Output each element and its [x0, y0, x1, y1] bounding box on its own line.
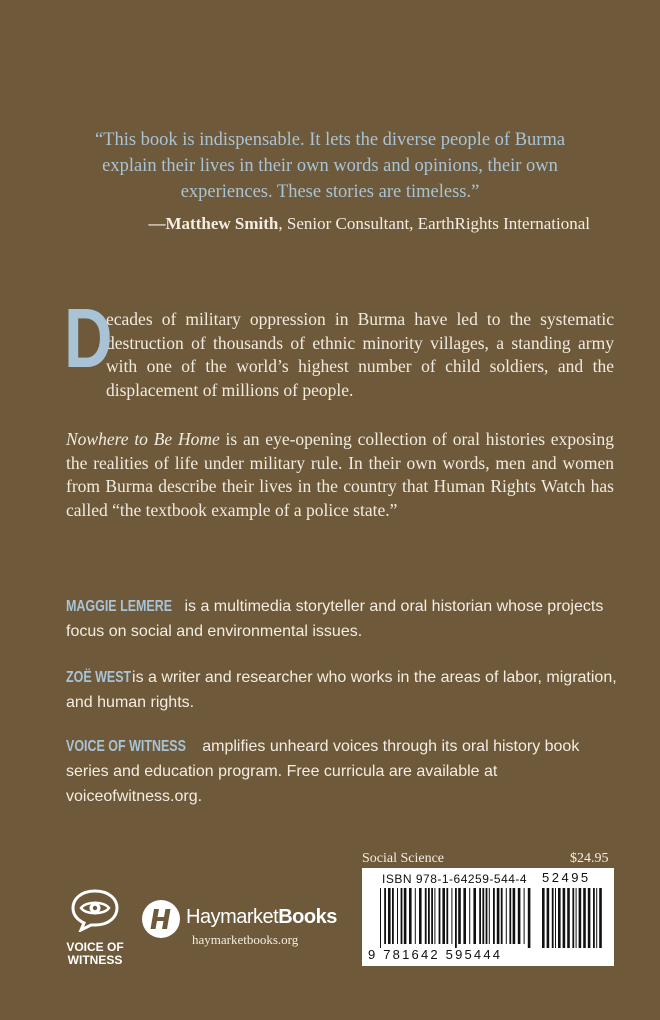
barcode-bar — [509, 888, 511, 944]
price-addon-digits: 52495 — [542, 870, 591, 885]
barcode-bar — [567, 888, 570, 948]
barcode-bar — [558, 888, 561, 948]
barcode-bar — [493, 888, 495, 944]
description-paragraph-2 — [66, 428, 614, 522]
isbn-text: ISBN 978-1-64259-544-4 — [382, 872, 528, 886]
category-label: Social Science — [362, 851, 445, 866]
barcode-bar — [463, 888, 466, 944]
vow-line-1: VOICE OF — [66, 940, 124, 954]
barcode-bar — [397, 888, 398, 944]
barcode-bar — [458, 888, 461, 944]
barcode-bar — [518, 888, 521, 944]
barcode-bar — [583, 888, 586, 948]
barcode-bar — [401, 888, 403, 944]
barcode-bar — [428, 888, 430, 944]
barcode-bar — [489, 888, 490, 944]
barcode-bar — [576, 888, 577, 948]
barcode-bar — [552, 888, 554, 948]
barcode-bar — [384, 888, 386, 944]
paragraph-2-text: is an eye-opening collection of oral histories exposing the realities of life under military rule. In their own words, men and women from Burma describe their lives in the country that Human Rights Watch has called “the textbook example of a police state.” — [66, 429, 614, 520]
barcode-bar — [524, 888, 525, 944]
haymarket-books-logo — [142, 900, 342, 952]
bio-name: VOICE OF WITNESS — [66, 738, 186, 755]
barcode-bar — [596, 888, 597, 948]
barcode-bar — [479, 888, 481, 944]
voice-of-witness-logo — [62, 888, 128, 966]
wordmark-light: Haymarket — [186, 906, 279, 928]
barcode-bar — [486, 888, 488, 944]
barcode-bar — [419, 888, 422, 944]
ean-digits: 9 781642 595444 — [368, 947, 503, 962]
wordmark-bold: Books — [278, 906, 337, 928]
barcode-bar — [415, 888, 416, 944]
barcode-bar — [482, 888, 484, 944]
barcode-bar — [497, 888, 500, 944]
bio-name: MAGGIE LEMERE — [66, 598, 173, 615]
bio-name: ZOË WEST — [66, 669, 132, 686]
barcode-bar — [513, 888, 516, 944]
barcode-bar — [404, 888, 407, 944]
haymarket-wordmark — [186, 906, 337, 929]
speech-bubble-eye-icon — [69, 888, 121, 932]
barcode-bar — [528, 888, 531, 948]
barcode-bar — [431, 888, 433, 944]
barcode-bar — [572, 888, 574, 948]
barcode-bar — [542, 888, 545, 948]
bio-maggie-lemere — [66, 594, 626, 644]
bio-voice-of-witness — [66, 734, 626, 809]
barcode-bar — [469, 888, 470, 944]
attribution-title: , Senior Consultant, EarthRights International — [278, 214, 590, 233]
book-title: Nowhere to Be Home — [66, 429, 220, 449]
barcode-bar — [439, 888, 441, 944]
barcode-bar — [506, 888, 507, 944]
barcode — [362, 868, 614, 966]
barcode-bar — [555, 888, 556, 948]
barcode-bar — [455, 888, 457, 948]
bio-zoe-west — [66, 665, 626, 715]
barcode-bar — [599, 888, 602, 948]
description-paragraph-1 — [64, 291, 614, 402]
barcode-bar — [425, 888, 427, 944]
barcode-bar — [409, 888, 412, 944]
barcode-bar — [388, 888, 391, 944]
bio-text: amplifies unheard voices through its oral history book series and education program. Free curricula are available at voiceofwitness.org. — [66, 738, 580, 805]
barcode-bar — [451, 888, 452, 944]
paragraph-1-text: ecades of military oppression in Burma have led to the systematic destruction of thousands of ethnic minority villages, a standing army with one of the world’s highest number of child soldiers, and the displacement of millions of people. — [106, 309, 614, 400]
barcode-bar — [446, 888, 448, 944]
haymarket-h-icon — [142, 900, 180, 938]
endorsement-quote: “This book is indispensable. It lets the diverse people of Burma explain their lives in their own words and opinions, their own experiences. These stories are timeless.” — [94, 130, 566, 202]
attribution-name: —Matthew Smith — [148, 214, 279, 233]
barcode-bar — [473, 888, 476, 944]
barcode-bar — [380, 888, 381, 948]
haymarket-url: haymarketbooks.org — [192, 932, 299, 947]
barcode-bar — [442, 888, 445, 944]
endorsement-attribution — [60, 214, 590, 234]
vow-line-2: WITNESS — [67, 952, 123, 967]
barcode-bar — [579, 888, 582, 948]
barcode-bar — [547, 888, 550, 948]
barcode-bar — [588, 888, 591, 948]
bio-text: is a multimedia storyteller and oral historian whose projects focus on social and environmental issues. — [66, 598, 604, 640]
barcode-bar — [392, 888, 394, 944]
bio-text: is a writer and researcher who works in the areas of labor, migration, and human rights. — [66, 669, 617, 711]
barcode-bar — [593, 888, 595, 948]
barcode-bar — [434, 888, 435, 944]
barcode-bar — [501, 888, 503, 944]
dropcap: D — [64, 291, 113, 385]
price-label: $24.95 — [570, 851, 609, 866]
barcode-bar — [563, 888, 566, 948]
